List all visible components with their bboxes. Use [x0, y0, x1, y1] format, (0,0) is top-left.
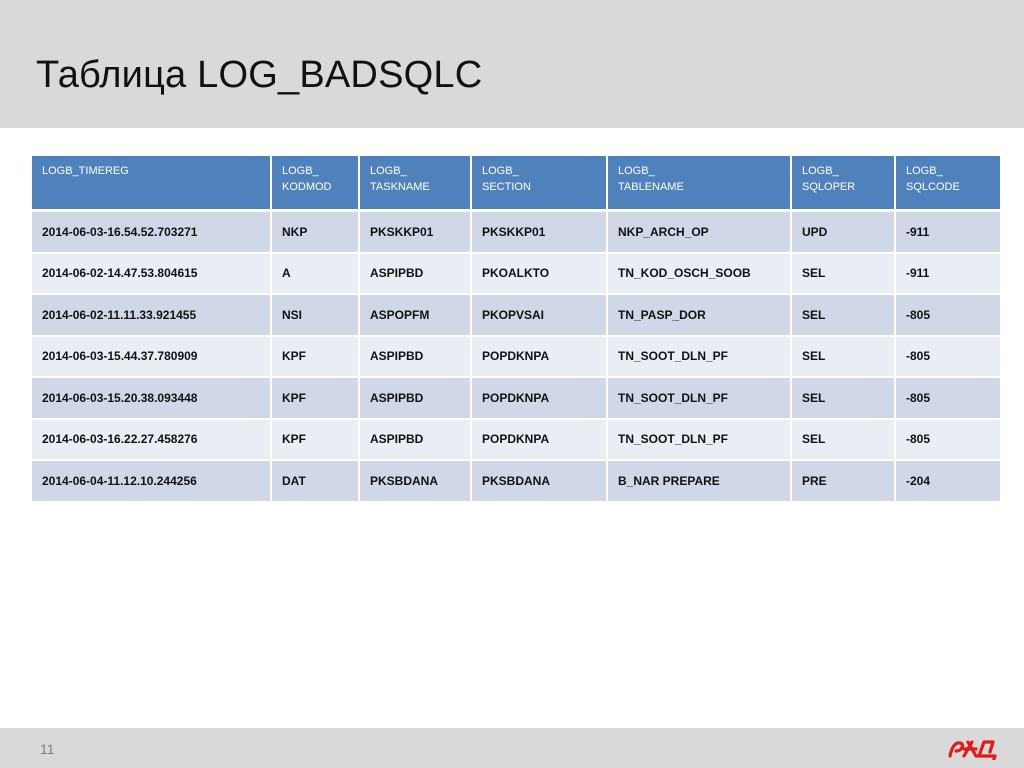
- table-row: [32, 337, 1000, 379]
- cell-tablename: TN_SOOT_DLN_PF: [608, 337, 792, 379]
- cell-section: PKOPVSAI: [472, 295, 608, 337]
- cell-sqloper: UPD: [792, 212, 896, 254]
- log-badsqlc-table: [32, 156, 1000, 503]
- cell-taskname: ASPIPBD: [360, 378, 472, 420]
- header-taskname: LOGB_ TASKNAME: [360, 156, 472, 212]
- slide-title: Таблица LOG_BADSQLC: [36, 54, 483, 96]
- cell-sqlcode: -805: [896, 420, 1000, 462]
- cell-section: PKSKKP01: [472, 212, 608, 254]
- cell-sqloper: SEL: [792, 295, 896, 337]
- cell-kodmod: NSI: [272, 295, 360, 337]
- cell-sqlcode: -805: [896, 337, 1000, 379]
- cell-sqlcode: -911: [896, 254, 1000, 296]
- cell-timereg: 2014-06-03-16.54.52.703271: [32, 212, 272, 254]
- table-row: [32, 378, 1000, 420]
- cell-section: PKOALKTO: [472, 254, 608, 296]
- header-timereg: LOGB_TIMEREG: [32, 156, 272, 212]
- cell-timereg: 2014-06-03-15.44.37.780909: [32, 337, 272, 379]
- cell-timereg: 2014-06-03-15.20.38.093448: [32, 378, 272, 420]
- cell-sqlcode: -805: [896, 295, 1000, 337]
- footer-band: [0, 728, 1024, 768]
- cell-sqlcode: -204: [896, 461, 1000, 503]
- table-row: [32, 420, 1000, 462]
- cell-tablename: TN_KOD_OSCH_SOOB: [608, 254, 792, 296]
- cell-sqlcode: -911: [896, 212, 1000, 254]
- table-row: [32, 295, 1000, 337]
- cell-tablename: TN_SOOT_DLN_PF: [608, 420, 792, 462]
- header-tablename: LOGB_ TABLENAME: [608, 156, 792, 212]
- rzd-logo-icon: [946, 736, 998, 765]
- cell-timereg: 2014-06-03-16.22.27.458276: [32, 420, 272, 462]
- cell-timereg: 2014-06-02-11.11.33.921455: [32, 295, 272, 337]
- header-kodmod: LOGB_ KODMOD: [272, 156, 360, 212]
- rzd-logo-svg: [946, 736, 998, 760]
- cell-sqloper: SEL: [792, 254, 896, 296]
- table-row: [32, 254, 1000, 296]
- header-sqloper: LOGB_ SQLOPER: [792, 156, 896, 212]
- cell-kodmod: DAT: [272, 461, 360, 503]
- cell-taskname: PKSKKP01: [360, 212, 472, 254]
- cell-taskname: ASPIPBD: [360, 420, 472, 462]
- log-table-container: [32, 156, 1000, 503]
- table-row: [32, 461, 1000, 503]
- cell-timereg: 2014-06-04-11.12.10.244256: [32, 461, 272, 503]
- cell-kodmod: KPF: [272, 337, 360, 379]
- cell-taskname: ASPIPBD: [360, 254, 472, 296]
- cell-tablename: TN_PASP_DOR: [608, 295, 792, 337]
- cell-section: POPDKNPA: [472, 420, 608, 462]
- cell-taskname: ASPOPFM: [360, 295, 472, 337]
- page-number: 11: [40, 741, 55, 757]
- cell-kodmod: NKP: [272, 212, 360, 254]
- cell-sqloper: SEL: [792, 337, 896, 379]
- header-sqlcode: LOGB_ SQLCODE: [896, 156, 1000, 212]
- cell-sqloper: PRE: [792, 461, 896, 503]
- cell-sqlcode: -805: [896, 378, 1000, 420]
- table-row: [32, 212, 1000, 254]
- cell-tablename: NKP_ARCH_OP: [608, 212, 792, 254]
- cell-section: POPDKNPA: [472, 337, 608, 379]
- cell-section: POPDKNPA: [472, 378, 608, 420]
- cell-taskname: ASPIPBD: [360, 337, 472, 379]
- cell-sqloper: SEL: [792, 420, 896, 462]
- header-section: LOGB_ SECTION: [472, 156, 608, 212]
- cell-sqloper: SEL: [792, 378, 896, 420]
- cell-tablename: B_NAR PREPARE: [608, 461, 792, 503]
- cell-section: PKSBDANA: [472, 461, 608, 503]
- table-header-row: [32, 156, 1000, 212]
- cell-timereg: 2014-06-02-14.47.53.804615: [32, 254, 272, 296]
- cell-kodmod: KPF: [272, 420, 360, 462]
- title-band: [0, 0, 1024, 128]
- cell-taskname: PKSBDANA: [360, 461, 472, 503]
- cell-kodmod: A: [272, 254, 360, 296]
- cell-kodmod: KPF: [272, 378, 360, 420]
- cell-tablename: TN_SOOT_DLN_PF: [608, 378, 792, 420]
